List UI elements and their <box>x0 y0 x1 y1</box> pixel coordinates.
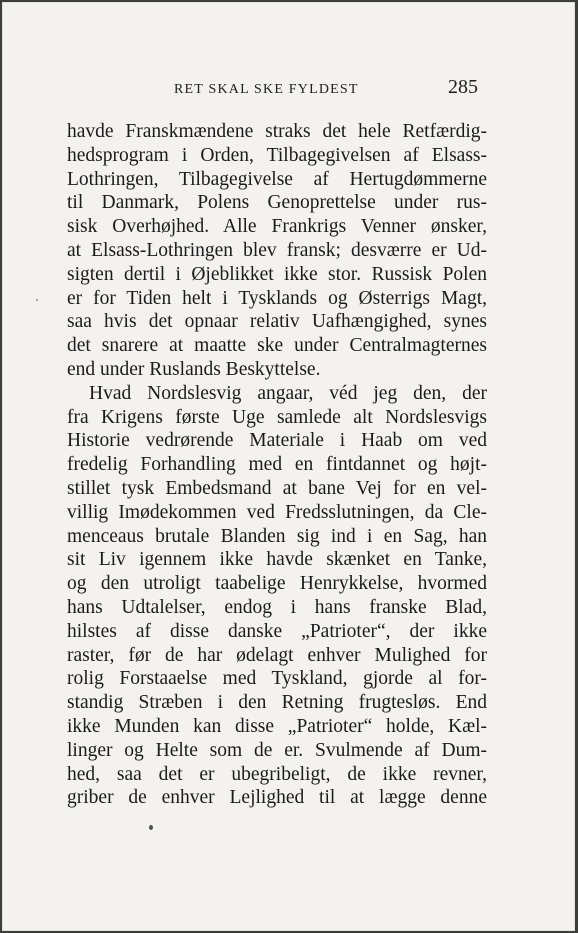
running-head: RET SKAL SKE FYLDEST <box>174 82 359 97</box>
paragraph-2 <box>67 382 487 810</box>
text-line: raster, før de har ødelagt enhver Mulighed for <box>67 644 487 666</box>
ink-speck <box>36 299 38 301</box>
book-page <box>2 2 575 931</box>
text-line: er for Tiden helt i Tysklands og Østerrigs Magt, <box>67 287 487 309</box>
paragraph-1 <box>67 120 487 382</box>
text-line: Hvad Nordslesvig angaar, véd jeg den, der <box>89 382 487 404</box>
text-line: havde Franskmændene straks det hele Retfærdig- <box>67 121 487 142</box>
text-line: ikke Munden kan disse „Patrioter“ holde, Kæl- <box>67 715 487 737</box>
ink-speck <box>149 825 153 830</box>
text-line: at Elsass-Lothringen blev fransk; desværre er Ud- <box>67 239 487 261</box>
text-line: fra Krigens første Uge samlede alt Nordslesvigs <box>67 406 487 428</box>
text-line: standig Stræben i den Retning frugtesløs. End <box>67 692 487 714</box>
text-line: end under Ruslands Beskyttelse. <box>67 358 321 380</box>
text-line: hedsprogram i Orden, Tilbagegivelsen af Elsass- <box>67 144 487 166</box>
text-line: saa hvis det opnaar relativ Uafhængighed, synes <box>67 311 487 333</box>
text-line: sit Liv igennem ikke havde skænket en Tanke, <box>67 549 487 571</box>
text-line: det snarere at maatte ske under Centralmagternes <box>67 335 487 357</box>
text-line: stillet tysk Embedsmand at bane Vej for en vel- <box>67 477 487 499</box>
text-line: og den utroligt taabelige Henrykkelse, hvormed <box>67 573 487 595</box>
text-line: Historie vedrørende Materiale i Haab om ved <box>67 430 487 452</box>
text-line: rolig Forstaaelse med Tyskland, gjorde al for- <box>67 668 487 690</box>
text-line: sisk Overhøjhed. Alle Frankrigs Venner ønsker, <box>67 216 487 238</box>
page-number: 285 <box>448 76 478 98</box>
text-line: sigten dertil i Øjeblikket ikke stor. Russisk Polen <box>67 263 487 285</box>
text-line: fredelig Forhandling med en fintdannet og højt- <box>67 454 487 476</box>
text-line: Lothringen, Tilbagegivelse af Hertugdømmerne <box>67 168 487 190</box>
text-line: linger og Helte som de er. Svulmende af Dum- <box>67 739 487 761</box>
text-line: hed, saa det er ubegribeligt, de ikke revner, <box>67 763 487 785</box>
body-text <box>67 120 487 810</box>
text-line: hans Udtalelser, endog i hans franske Blad, <box>67 596 487 618</box>
text-line: griber de enhver Lejlighed til at lægge denne <box>67 787 487 809</box>
text-line: menceaus brutale Blanden sig ind i en Sag, han <box>67 525 487 547</box>
text-line: hilstes af disse danske „Patrioter“, der ikke <box>67 620 487 642</box>
text-line: villig Imødekommen ved Fredsslutningen, da Cle- <box>67 501 487 523</box>
text-line: til Danmark, Polens Genoprettelse under rus- <box>67 192 487 214</box>
